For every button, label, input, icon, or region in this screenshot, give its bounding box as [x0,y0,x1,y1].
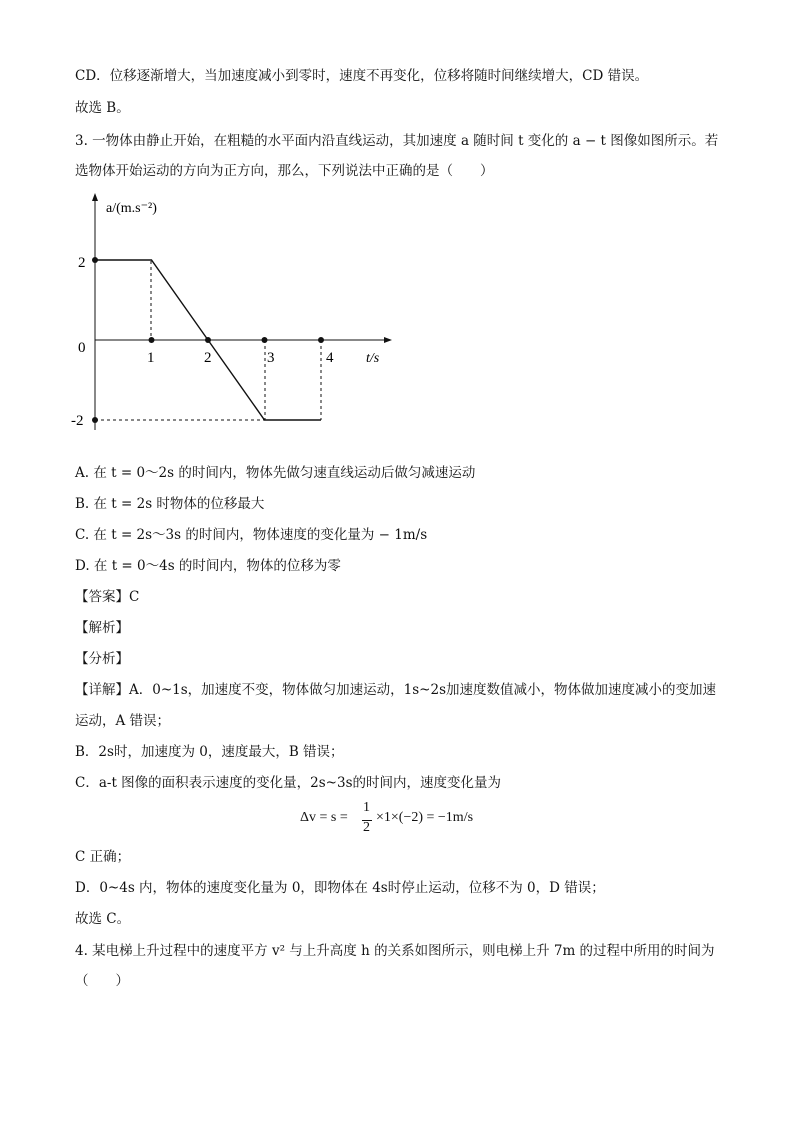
answer-label: 【答案】C [75,589,140,605]
question-3-line-1: 3. 一物体由静止开始，在粗糙的水平面内沿直线运动，其加速度 a 随时间 t 变化的 a − t 图像如图所示。若 [75,133,719,149]
conclusion: 故选 C。 [75,911,131,927]
x-tick-label: 4 [326,350,334,366]
y-axis-arrow [92,193,98,201]
y-tick-label: 2 [78,255,86,271]
option-c: C. 在 t = 2s～3s 的时间内，物体速度的变化量为 − 1m/s [75,527,428,543]
option-d: D. 在 t = 0～4s 的时间内，物体的位移为零 [75,558,341,574]
formula-lhs: Δv = s = [300,810,348,825]
y-tick-label: -2 [71,413,84,429]
y-axis-label: a/(m.s⁻²) [106,201,157,216]
option-a: A. 在 t = 0～2s 的时间内，物体先做匀速直线运动后做匀减速运动 [75,465,476,481]
formula-rhs: ×1×(−2) = −1m/s [376,810,474,825]
axis-point [262,337,268,343]
detail-line: B．2s时，加速度为 0，速度最大，B 错误； [75,744,344,760]
detail-line: D．0~4s 内，物体的速度变化量为 0，即物体在 4s时停止运动，位移不为 0，D 错误； [75,880,605,896]
axis-point [205,337,211,343]
question-4-line-1: 4. 某电梯上升过程中的速度平方 v² 与上升高度 h 的关系如图所示，则电梯上升 7m 的过程中所用的时间为 [75,943,715,959]
question-4-line-2: （ ） [75,973,129,989]
formula-denominator: 2 [363,820,370,835]
x-axis-arrow [384,337,392,343]
axis-point [92,417,98,423]
axis-point [92,257,98,263]
detail-line: 运动，A 错误； [75,713,171,729]
x-axis-label: t/s [366,351,380,366]
x-tick-label: 1 [147,350,155,366]
x-tick-label: 2 [204,350,212,366]
question-3-line-2: 选物体开始运动的方向为正方向，那么，下列说法中正确的是（ ） [75,163,494,179]
detail-line: C 正确； [75,849,131,865]
y-tick-label: 0 [78,340,86,356]
detail-line: 【详解】A．0~1s，加速度不变，物体做匀加速运动，1s~2s加速度数值减小，物体做加速度减小的变加速 [75,682,717,698]
text-line: 故选 B。 [75,100,130,116]
analysis-label: 【解析】 [75,620,129,636]
text-line: CD．位移逐渐增大，当加速度减小到零时，速度不再变化，位移将随时间继续增大，CD 错误。 [75,68,649,84]
option-b: B. 在 t = 2s 时物体的位移最大 [75,496,265,512]
detail-line: C．a-t 图像的面积表示速度的变化量，2s~3s的时间内，速度变化量为 [75,775,502,791]
axis-point [149,337,155,343]
fenxi-label: 【分析】 [75,651,129,667]
axis-point [318,337,324,343]
x-tick-label: 3 [267,350,275,366]
formula-numerator: 1 [363,800,370,815]
series-line [95,260,321,420]
